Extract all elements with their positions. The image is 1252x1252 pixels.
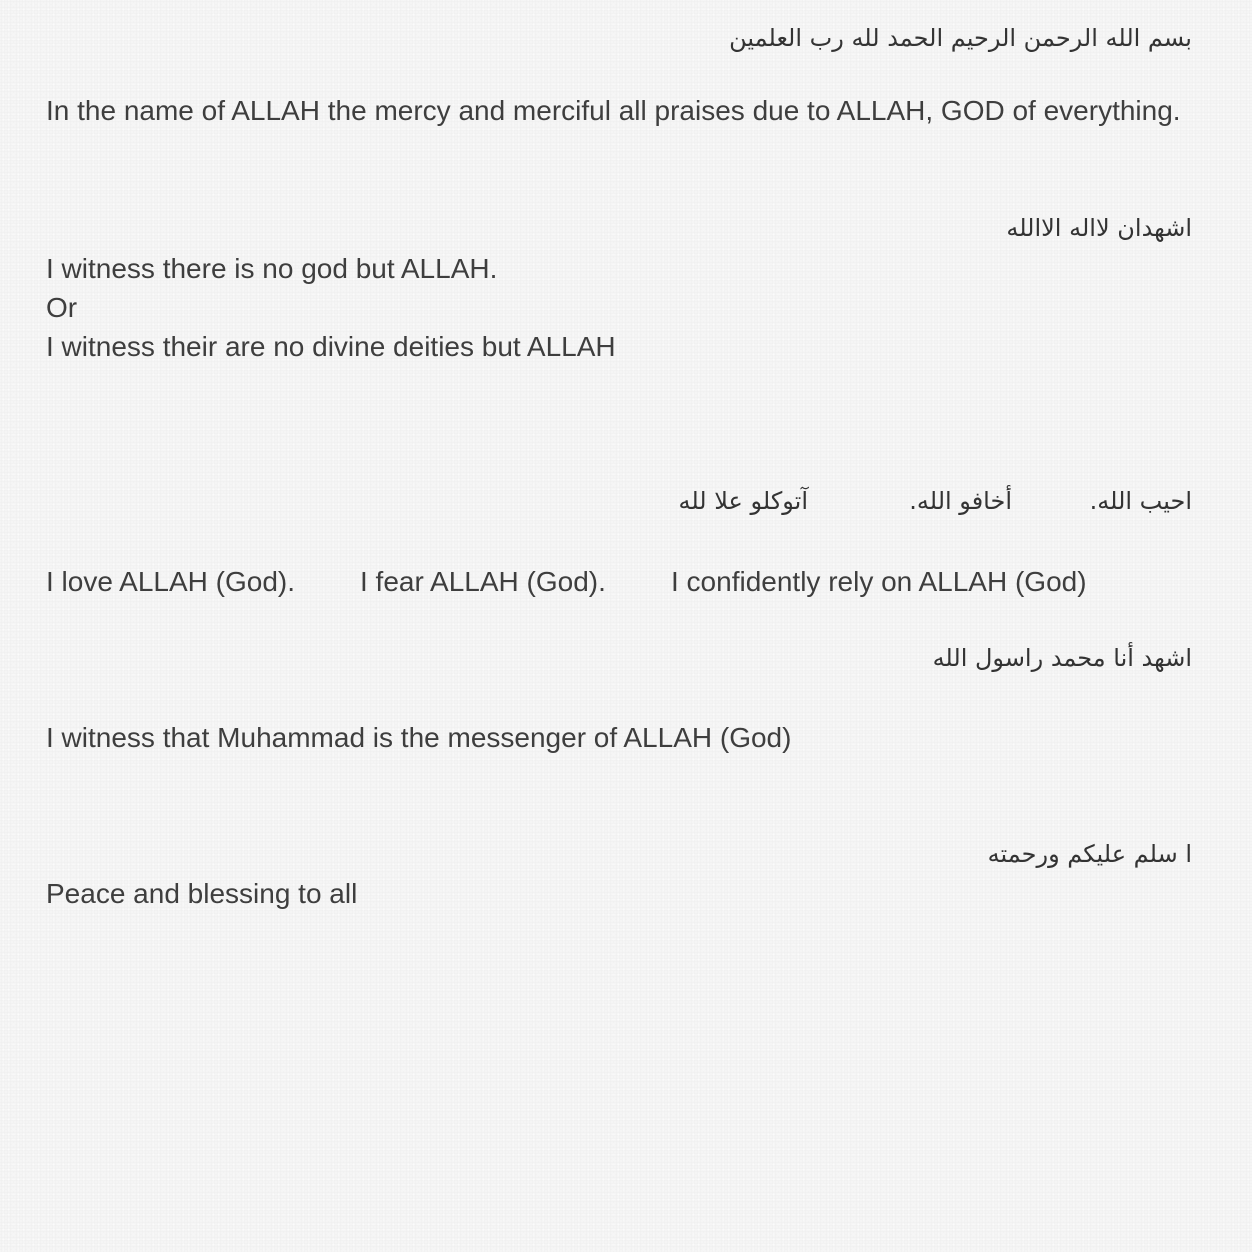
english-salam: Peace and blessing to all [46, 878, 358, 909]
english-or: Or [46, 292, 78, 323]
arabic-shahada-2: اشهد أنا محمد راسول الله [932, 644, 1192, 672]
arabic-phrase-love: احيب الله. [1089, 487, 1192, 515]
arabic-phrases-row [632, 485, 1192, 521]
english-phrase-rely: I confidently rely on ALLAH (God) [671, 566, 1087, 597]
english-phrase-fear: I fear ALLAH (God). [360, 566, 606, 597]
arabic-phrase-fear: أخافو الله. [909, 487, 1012, 515]
english-shahada-line-1: I witness there is no god but ALLAH. [46, 253, 498, 284]
english-basmala: In the name of ALLAH the mercy and merciful all praises due to ALLAH, GOD of everything. [46, 95, 1181, 126]
arabic-phrase-rely: آتوكلو علا لله [678, 487, 808, 515]
english-phrase-love: I love ALLAH (God). [46, 566, 296, 597]
english-shahada-2: I witness that Muhammad is the messenger of ALLAH (God) [46, 722, 792, 753]
arabic-shahada-1: اشهدان لااله الاالله [1006, 214, 1192, 242]
arabic-basmala: بسم الله الرحمن الرحيم الحمد لله رب العلمين [729, 24, 1192, 52]
arabic-salam: ا سلم عليكم ورحمته [987, 840, 1192, 868]
english-shahada-line-2: I witness their are no divine deities but ALLAH [46, 331, 616, 362]
